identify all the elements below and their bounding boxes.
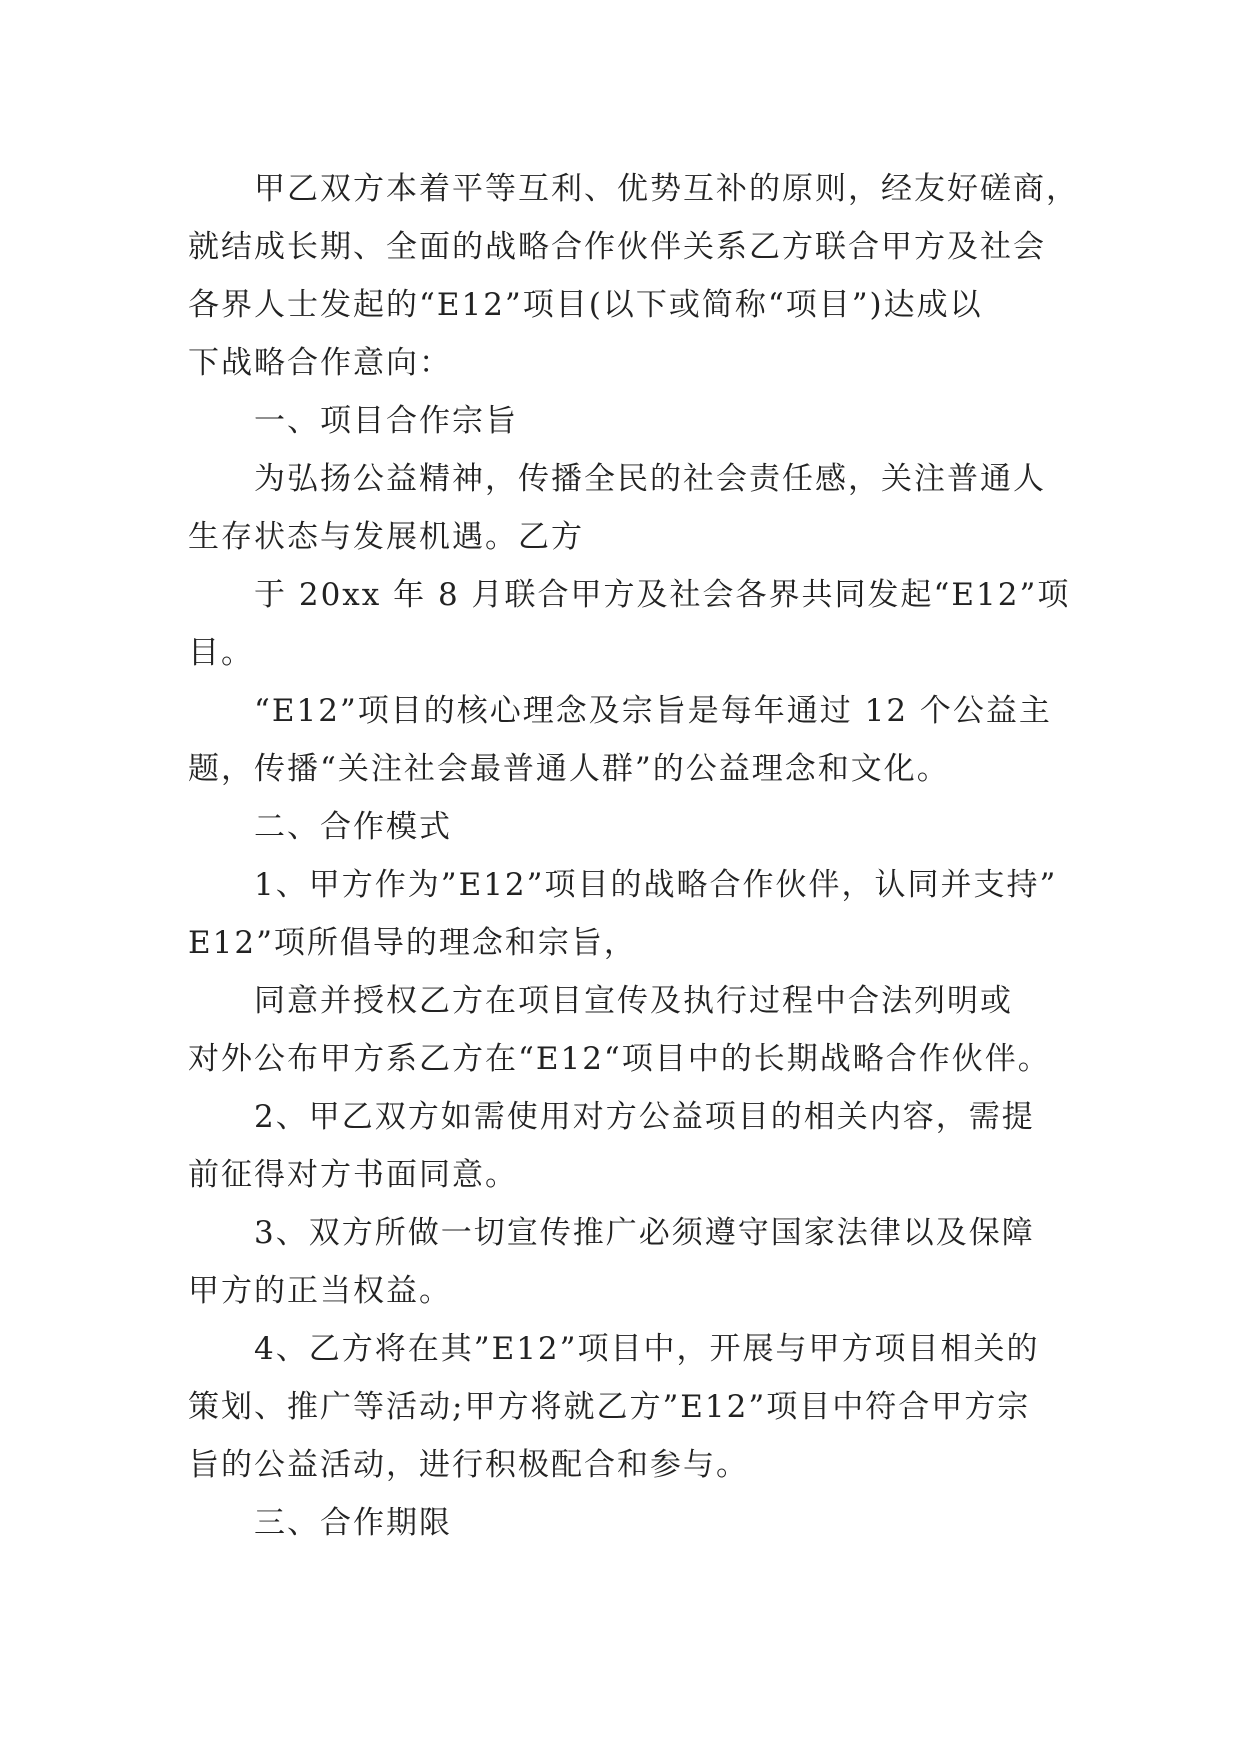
paragraph-line: 于 20xx 年 8 月联合甲方及社会各界共同发起“E12”项 [254, 577, 1071, 613]
section-heading: 一、项目合作宗旨 [254, 403, 518, 439]
paragraph-line: 题，传播“关注社会最普通人群”的公益理念和文化。 [188, 751, 950, 787]
paragraph-line: E12”项所倡导的理念和宗旨， [188, 925, 637, 961]
paragraph-line: 对外公布甲方系乙方在“E12“项目中的长期战略合作伙伴。 [188, 1041, 1051, 1077]
paragraph-line: 旨的公益活动，进行积极配合和参与。 [188, 1447, 749, 1483]
paragraph-line: “E12”项目的核心理念及宗旨是每年通过 12 个公益主 [254, 693, 1052, 729]
paragraph-line: 为弘扬公益精神，传播全民的社会责任感，关注普通人 [254, 461, 1046, 497]
paragraph-line: 甲乙双方本着平等互利、优势互补的原则，经友好磋商， [254, 171, 1079, 207]
document-body [188, 160, 1079, 1552]
paragraph-line: 同意并授权乙方在项目宣传及执行过程中合法列明或 [254, 983, 1013, 1019]
paragraph-line: 前征得对方书面同意。 [188, 1157, 518, 1193]
paragraph-line: 2、甲乙双方如需使用对方公益项目的相关内容，需提 [254, 1099, 1035, 1135]
section-heading: 三、合作期限 [254, 1505, 452, 1541]
paragraph-line: 4、乙方将在其”E12”项目中，开展与甲方项目相关的 [254, 1331, 1040, 1367]
paragraph-line: 生存状态与发展机遇。乙方 [188, 519, 584, 555]
paragraph-line: 3、双方所做一切宣传推广必须遵守国家法律以及保障 [254, 1215, 1035, 1251]
paragraph-line: 目。 [188, 635, 254, 671]
paragraph-line: 就结成长期、全面的战略合作伙伴关系乙方联合甲方及社会 [188, 229, 1046, 265]
paragraph-line: 甲方的正当权益。 [188, 1273, 452, 1309]
paragraph-line: 策划、推广等活动;甲方将就乙方”E12”项目中符合甲方宗 [188, 1389, 1031, 1425]
paragraph-line: 各界人士发起的“E12”项目(以下或简称“项目”)达成以 [188, 287, 983, 323]
paragraph-line: 下战略合作意向： [188, 345, 452, 381]
paragraph-line: 1、甲方作为”E12”项目的战略合作伙伴，认同并支持” [254, 867, 1058, 903]
section-heading: 二、合作模式 [254, 809, 452, 845]
